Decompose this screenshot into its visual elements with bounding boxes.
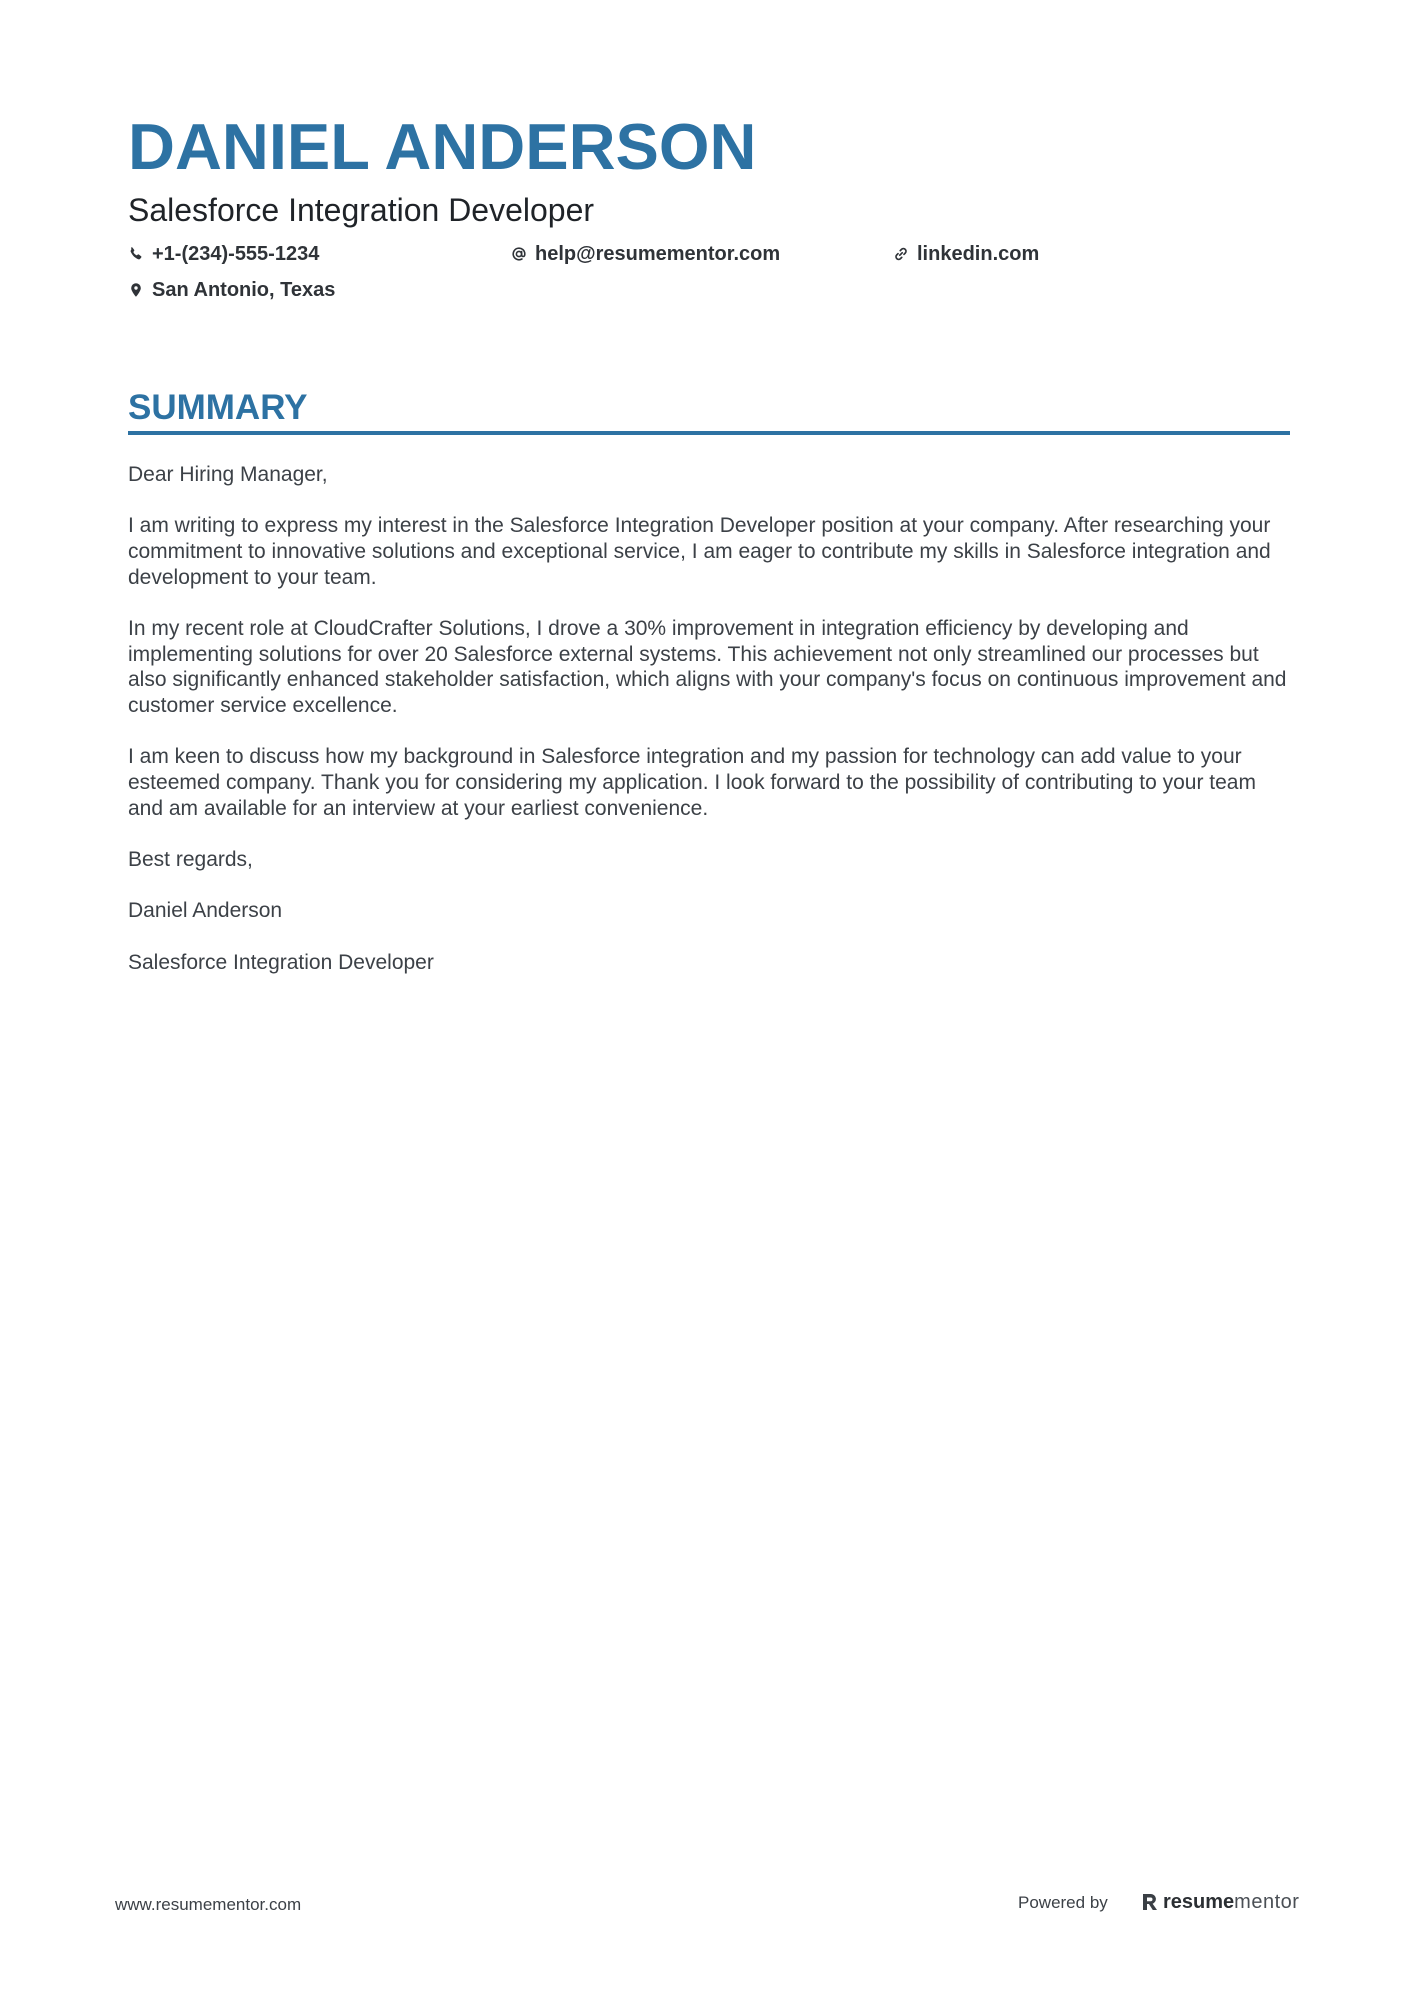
letter-paragraph: I am writing to express my interest in the Salesforce Integration Developer position at your company. After researching your commitment to innovative solutions and exceptional service, I am eager to contribute my skills in Salesforce integration and development to your team. — [128, 514, 1271, 589]
letter-paragraph: In my recent role at CloudCrafter Solutions, I drove a 30% improvement in integration efficiency by developing and implementing solutions for over 20 Salesforce external systems. This achievement not only streamlined our processes but also significantly enhanced stakeholder satisfaction, which aligns with your company's focus on continuous improvement and customer service excellence. — [128, 617, 1287, 718]
map-pin-icon — [128, 282, 144, 298]
at-icon — [511, 246, 527, 262]
cover-letter-body — [128, 462, 1290, 1001]
letter-paragraph: I am keen to discuss how my background in Salesforce integration and my passion for technology can add value to your esteemed company. Thank you for considering my application. I look forward to the possibility of contributing to your team and am available for an interview at your earliest convenience. — [128, 745, 1256, 820]
email-text[interactable]: help@resumementor.com — [535, 243, 781, 265]
signature-name: Daniel Anderson — [128, 899, 283, 923]
contact-phone — [128, 242, 319, 266]
brand-name-bold: resume — [1163, 1891, 1235, 1913]
summary-heading: SUMMARY — [128, 388, 308, 427]
link-icon — [893, 246, 909, 262]
phone-icon — [128, 246, 144, 262]
salutation: Dear Hiring Manager, — [128, 463, 328, 486]
contact-link — [893, 242, 1039, 266]
resumementor-logo-icon — [1141, 1892, 1159, 1912]
footer-url[interactable]: www.resumementor.com — [115, 1895, 302, 1914]
link-text[interactable]: linkedin.com — [917, 243, 1040, 265]
candidate-role: Salesforce Integration Developer — [128, 192, 595, 228]
brand-logo[interactable] — [1141, 1889, 1299, 1915]
footer-powered-by: Powered by — [1018, 1893, 1108, 1912]
candidate-name: DANIEL ANDERSON — [128, 110, 757, 183]
signature-title: Salesforce Integration Developer — [128, 950, 434, 974]
section-divider — [128, 431, 1290, 435]
location-text: San Antonio, Texas — [152, 279, 336, 301]
brand-name-light: mentor — [1234, 1891, 1300, 1913]
contact-email — [511, 242, 780, 266]
closing: Best regards, — [128, 848, 253, 872]
phone-text: +1-(234)-555-1234 — [152, 243, 320, 265]
contact-location — [128, 278, 335, 302]
